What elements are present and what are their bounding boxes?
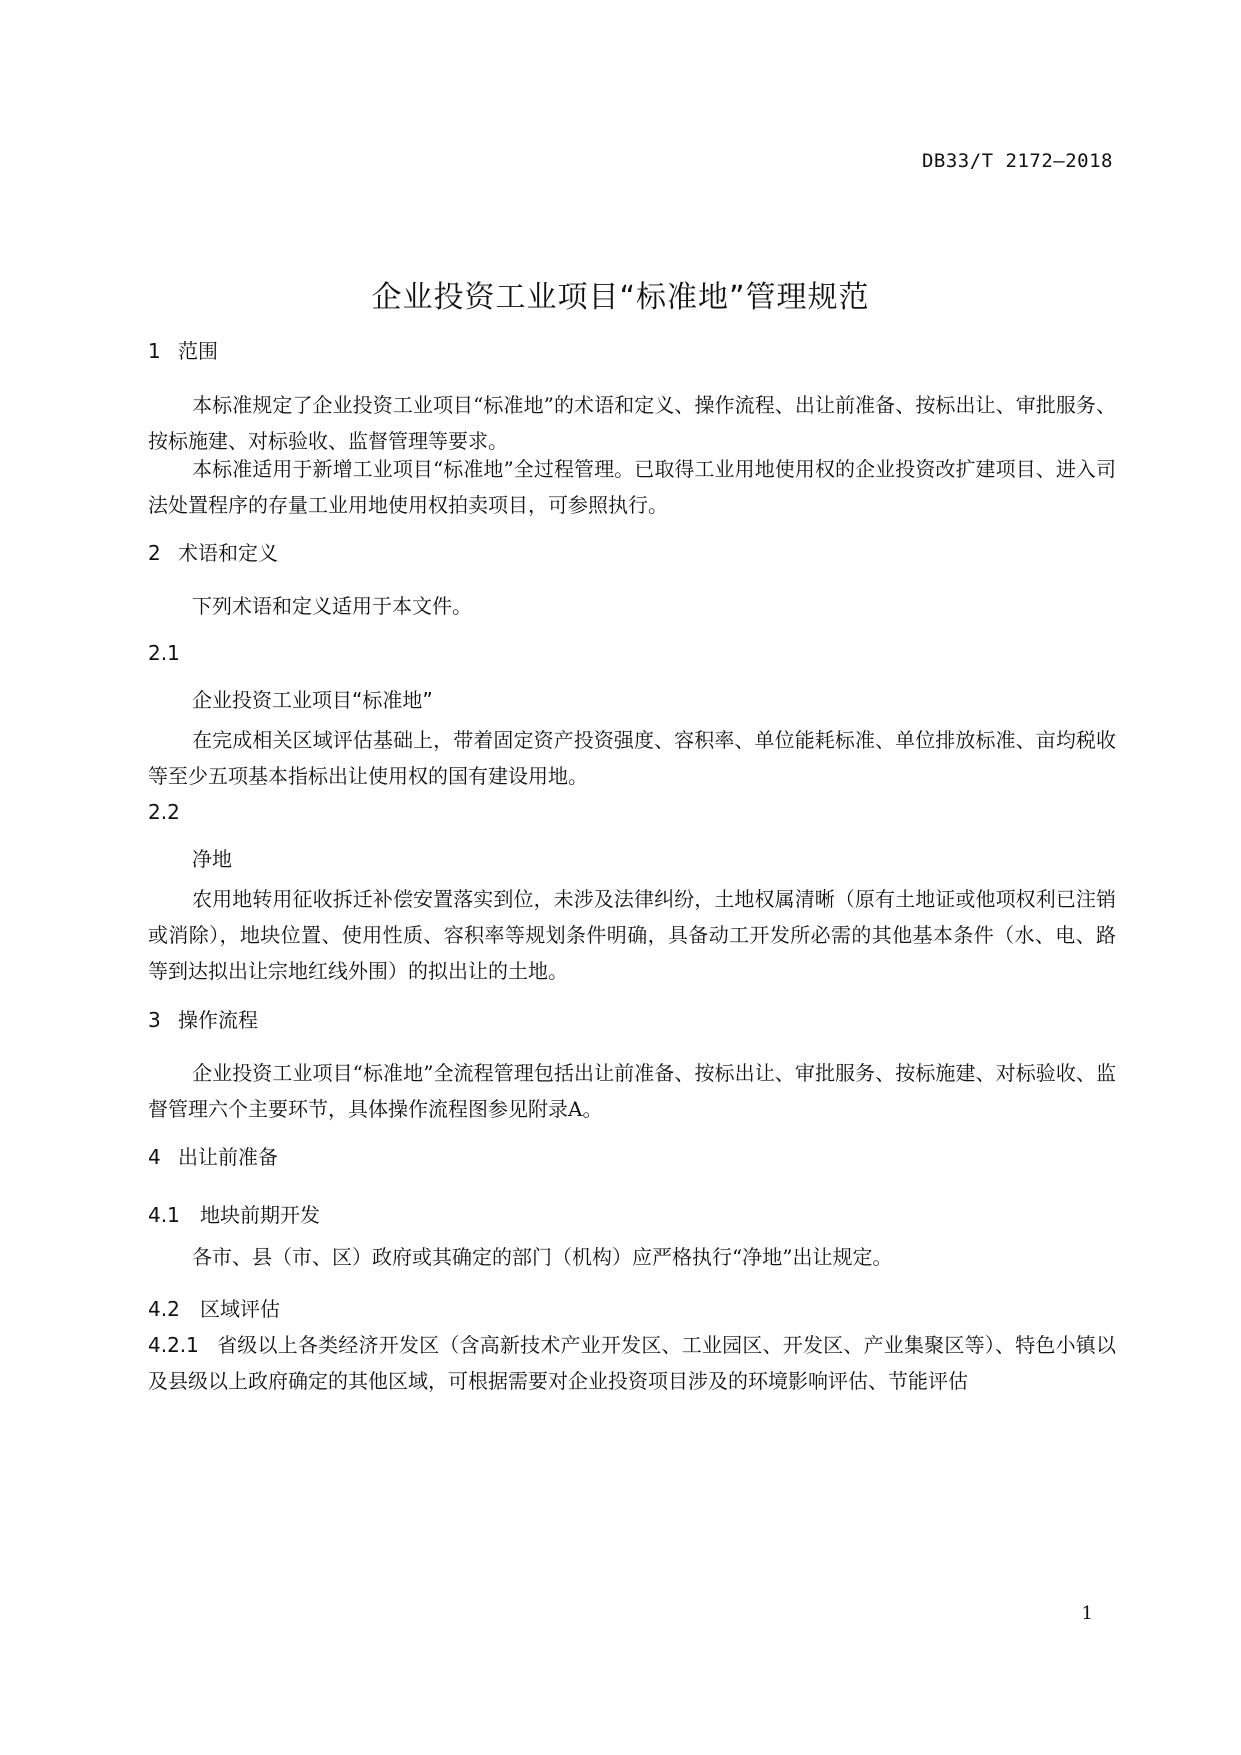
section-title: 出让前准备 — [178, 1145, 278, 1169]
section-number: 4 — [148, 1145, 161, 1169]
section-number: 3 — [148, 1008, 161, 1032]
subsection-4-2-heading — [148, 1293, 280, 1322]
definition-text: 农用地转用征收拆迁补偿安置落实到位，未涉及法律纠纷，土地权属清晰（原有土地证或他项权利已注销或消除），地块位置、使用性质、容积率等规划条件明确，具备动工开发所必需的其他基本条件（水、电、路等到达拟出让宗地红线外围）的拟出让的土地。 — [148, 887, 1116, 983]
clause-4-2-1 — [148, 1327, 1116, 1399]
paragraph-text: 企业投资工业项目“标准地”全流程管理包括出让前准备、按标出让、审批服务、按标施建、对标验收、监督管理六个主要环节，具体操作流程图参见附录A。 — [148, 1061, 1116, 1121]
term-number: 2.2 — [148, 800, 180, 824]
term-definition — [148, 881, 1116, 989]
subsection-title: 区域评估 — [200, 1297, 280, 1321]
paragraph-text: 下列术语和定义适用于本文件。 — [192, 594, 472, 618]
section-title: 操作流程 — [178, 1008, 258, 1032]
paragraph — [148, 387, 1116, 459]
section-title: 术语和定义 — [178, 541, 278, 565]
term-name: 净地 — [192, 847, 232, 871]
standard-code: DB33/T 2172—2018 — [921, 150, 1113, 172]
page-number: 1 — [1081, 1603, 1093, 1624]
section-1-heading — [148, 335, 218, 364]
paragraph-text: 各市、县（市、区）政府或其确定的部门（机构）应严格执行“净地”出让规定。 — [192, 1245, 893, 1269]
section-title: 范围 — [178, 339, 218, 363]
paragraph — [148, 1239, 1116, 1275]
section-3-heading — [148, 1004, 258, 1033]
section-number: 1 — [148, 339, 161, 363]
paragraph — [148, 1055, 1116, 1127]
document-title: 企业投资工业项目“标准地”管理规范 — [371, 280, 870, 315]
definition-text: 在完成相关区域评估基础上，带着固定资产投资强度、容积率、单位能耗标准、单位排放标准、亩均税收等至少五项基本指标出让使用权的国有建设用地。 — [148, 728, 1116, 788]
section-number: 2 — [148, 541, 161, 565]
section-2-heading — [148, 537, 278, 566]
subsection-number: 4.1 — [148, 1203, 180, 1227]
term-name: 企业投资工业项目“标准地” — [192, 688, 433, 712]
subsection-title: 地块前期开发 — [200, 1203, 320, 1227]
clause-number: 4.2.1 — [148, 1333, 199, 1357]
section-4-heading — [148, 1141, 278, 1170]
paragraph-text: 本标准适用于新增工业项目“标准地”全过程管理。已取得工业用地使用权的企业投资改扩建项目、进入司法处置程序的存量工业用地使用权拍卖项目，可参照执行。 — [148, 457, 1116, 517]
paragraph — [148, 451, 1116, 523]
term-definition — [148, 722, 1116, 794]
clause-text: 省级以上各类经济开发区（含高新技术产业开发区、工业园区、开发区、产业集聚区等）、特色小镇以及县级以上政府确定的其他区域，可根据需要对企业投资项目涉及的环境影响评估、节能评估 — [148, 1333, 1116, 1393]
paragraph-text: 本标准规定了企业投资工业项目“标准地”的术语和定义、操作流程、出让前准备、按标出让、审批服务、按标施建、对标验收、监督管理等要求。 — [148, 393, 1116, 453]
subsection-4-1-heading — [148, 1199, 320, 1228]
subsection-number: 4.2 — [148, 1297, 180, 1321]
term-number: 2.1 — [148, 641, 180, 665]
paragraph — [148, 588, 1116, 624]
